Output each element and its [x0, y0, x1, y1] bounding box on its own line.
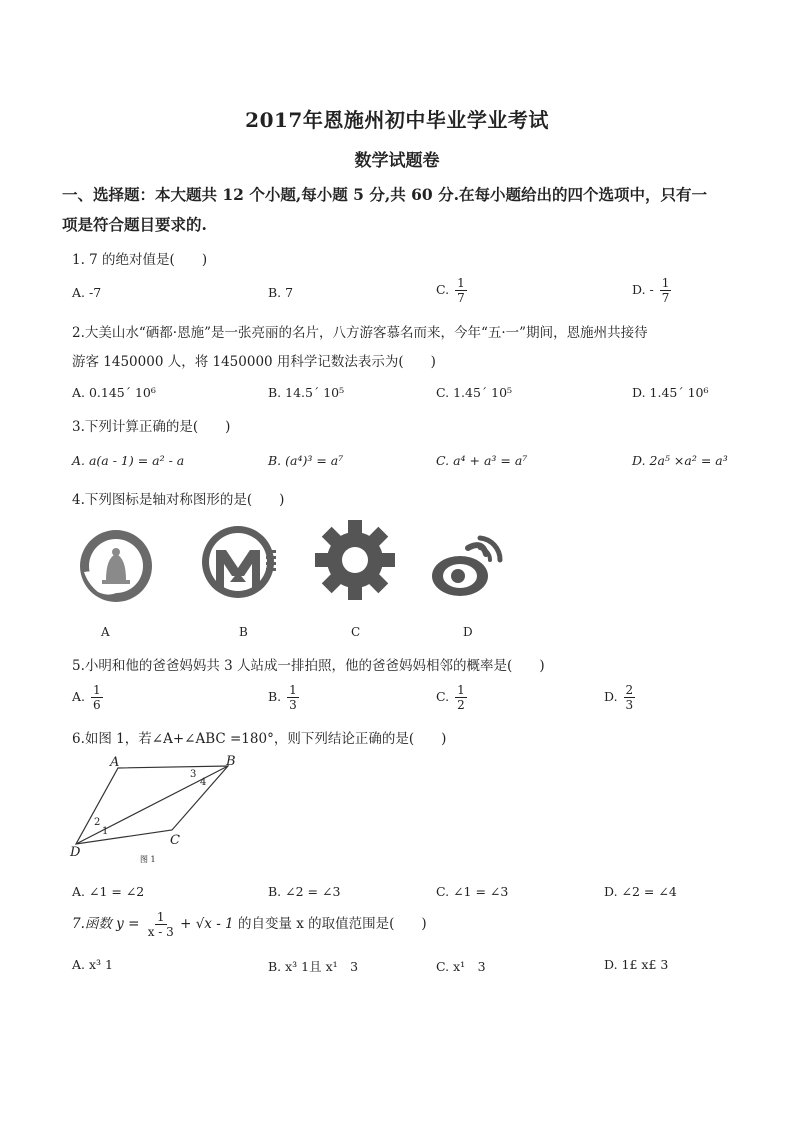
question-1-stem: 1. 7 的绝对值是( ) [72, 252, 208, 268]
q5-option-a [72, 683, 103, 712]
q3-option-d: D. 2a⁵ ×a² = a³ [632, 453, 728, 468]
fraction-numerator: 2 [625, 683, 634, 697]
q1-option-c-prefix: C. [436, 282, 450, 297]
q4-label-c: C [351, 625, 361, 639]
fraction-numerator: 1 [93, 683, 101, 697]
angle-3-label: 3 [190, 769, 197, 780]
q7-option-a: A. x³ 1 [72, 957, 113, 972]
q3-option-a: A. a(a - 1) = a² - a [72, 453, 185, 468]
q7-option-c: C. x¹ 3 [436, 959, 486, 974]
bell-logo-icon [78, 528, 154, 604]
fraction-numerator: 1 [457, 276, 465, 290]
angle-4-label: 4 [200, 777, 207, 788]
fraction-denominator: 2 [457, 698, 465, 712]
q5-option-b-prefix: B. [268, 689, 282, 704]
weibo-icon [430, 530, 506, 600]
parallelogram-figure [66, 752, 266, 870]
fraction-numerator: 1 [289, 683, 297, 697]
q5-option-c-fraction [455, 683, 467, 712]
q6-option-d: D. ∠2 = ∠4 [604, 884, 677, 899]
exam-subtitle: 数学试题卷 [354, 151, 440, 171]
question-4-stem: 4.下列图标是轴对称图形的是( ) [72, 492, 285, 508]
q1-option-c [436, 276, 467, 305]
q3-option-c: C. a⁴ + a³ = a⁷ [436, 453, 528, 468]
q1-option-b: B. 7 [268, 285, 294, 300]
q1-option-d [632, 276, 671, 305]
fraction-denominator: 3 [289, 698, 297, 712]
bank-logo-icon [200, 522, 280, 602]
q6-option-b: B. ∠2 = ∠3 [268, 884, 341, 899]
question-6-stem: 6.如图 1，若∠A+∠ABC =180°，则下列结论正确的是( ) [72, 731, 447, 747]
q5-option-a-fraction [91, 683, 103, 712]
q2-option-d: D. 1.45´ 10⁶ [632, 385, 709, 400]
angle-2-label: 2 [94, 817, 101, 828]
vertex-c-label: C [170, 833, 180, 848]
q5-option-d-fraction [624, 683, 636, 712]
q2-option-c: C. 1.45´ 10⁵ [436, 385, 513, 400]
q1-option-c-fraction [455, 276, 467, 305]
q6-option-c: C. ∠1 = ∠3 [436, 884, 509, 899]
q7-option-b: B. x³ 1且 x¹ 3 [268, 959, 359, 974]
fraction-numerator: 1 [457, 683, 465, 697]
fraction-denominator: 7 [457, 291, 465, 305]
question-2-stem-line2: 游客 1450000 人，将 1450000 用科学记数法表示为( ) [72, 354, 436, 370]
q7-stem-radical: + √x - 1 [180, 916, 234, 932]
q7-option-d: D. 1£ x£ 3 [604, 957, 669, 972]
figure-caption: 图 1 [140, 855, 156, 864]
q4-label-a: A [101, 625, 110, 639]
q1-option-d-prefix: D. - [632, 282, 654, 297]
q5-option-b-fraction [287, 683, 299, 712]
vertex-b-label: B [226, 754, 236, 769]
section-heading-line2: 项是符合题目要求的. [62, 215, 207, 234]
q5-option-a-prefix: A. [72, 689, 86, 704]
q7-stem-prefix: 7.函数 y = [72, 916, 140, 932]
q5-option-c-prefix: C. [436, 689, 450, 704]
question-7-stem [72, 910, 427, 939]
question-2-stem-line1: 2.大美山水“硒都·恩施”是一张亮丽的名片，八方游客慕名而来，今年“五·一”期间，恩施州共接待 [72, 325, 648, 341]
fraction-denominator: x - 3 [147, 925, 174, 939]
fraction-numerator: 1 [156, 910, 165, 924]
q5-option-c [436, 683, 467, 712]
q4-label-d: D [463, 625, 473, 639]
q2-option-a: A. 0.145´ 10⁶ [72, 385, 156, 400]
fraction-denominator: 6 [93, 698, 101, 712]
q5-option-d [604, 683, 635, 712]
fraction-denominator: 7 [661, 291, 670, 305]
question-3-stem: 3.下列计算正确的是( ) [72, 419, 231, 435]
q3-option-b: B. (a⁴)³ = a⁷ [268, 453, 344, 468]
gear-icon [313, 518, 397, 602]
vertex-d-label: D [70, 845, 81, 860]
q1-option-d-fraction [660, 276, 672, 305]
q5-option-d-prefix: D. [604, 689, 618, 704]
exam-title: 2017年恩施州初中毕业学业考试 [245, 108, 549, 132]
fraction-numerator: 1 [661, 276, 670, 290]
section-heading-line1: 一、选择题：本大题共 12 个小题,每小题 5 分,共 60 分.在每小题给出的四个选项中，只有一 [62, 185, 707, 204]
angle-1-label: 1 [102, 826, 109, 837]
q6-option-a: A. ∠1 = ∠2 [72, 884, 145, 899]
vertex-a-label: A [110, 755, 120, 770]
q2-option-b: B. 14.5´ 10⁵ [268, 385, 345, 400]
q7-function-fraction [146, 910, 176, 939]
q1-option-a: A. -7 [72, 285, 102, 300]
q7-stem-suffix: 的自变量 x 的取值范围是( ) [237, 916, 427, 932]
q4-label-b: B [239, 625, 248, 639]
fraction-denominator: 3 [625, 698, 634, 712]
q5-option-b [268, 683, 299, 712]
question-5-stem: 5.小明和他的爸爸妈妈共 3 人站成一排拍照，他的爸爸妈妈相邻的概率是( ) [72, 658, 545, 674]
